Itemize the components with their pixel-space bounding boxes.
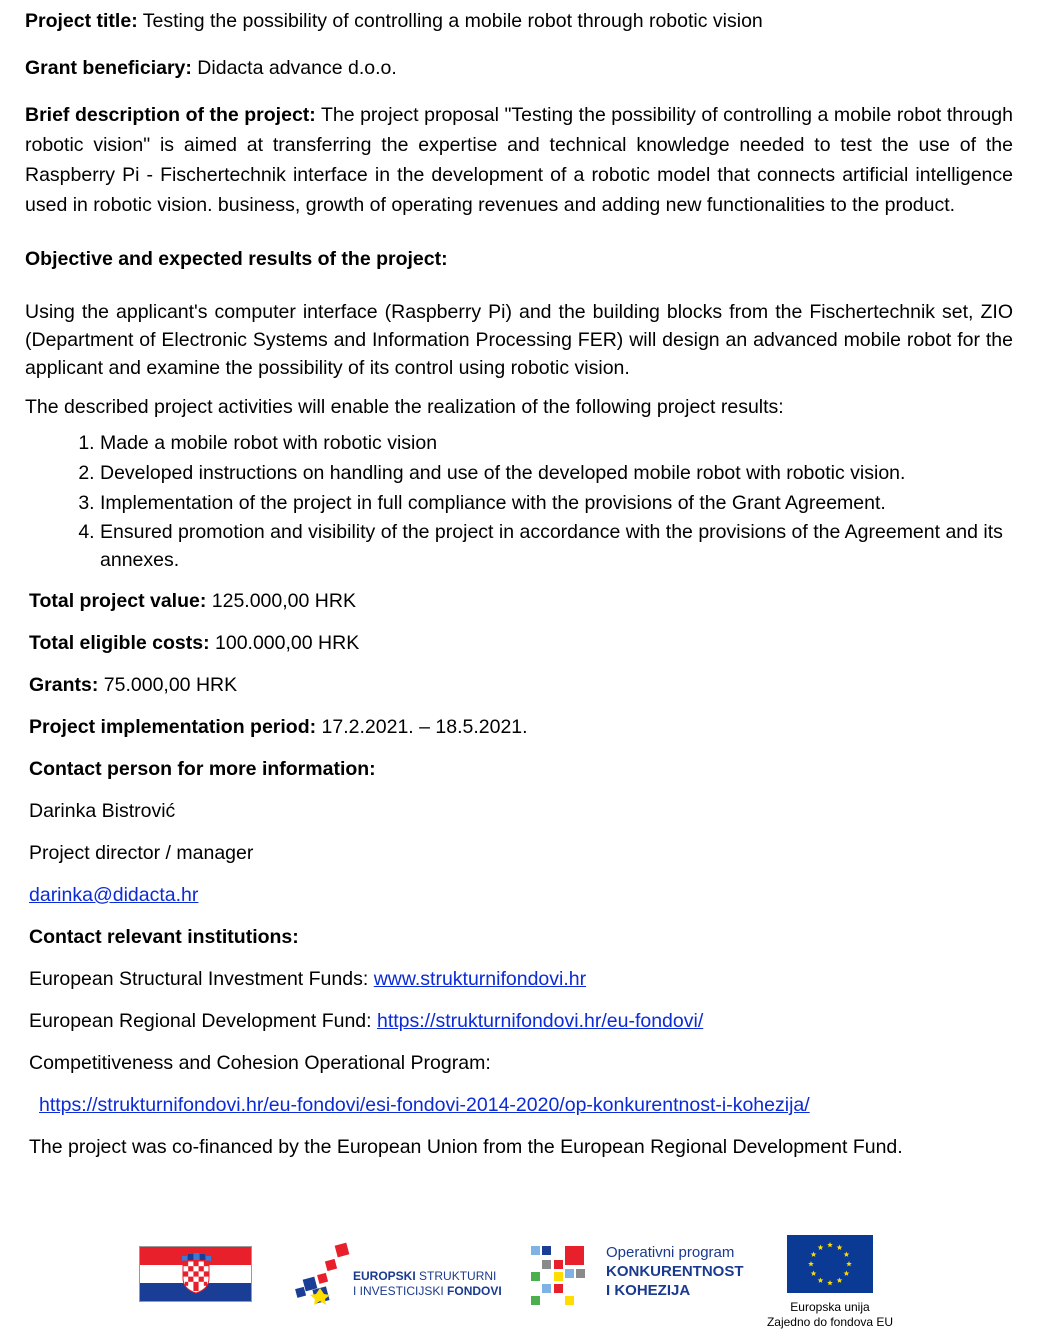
implementation-period-value: 17.2.2021. – 18.5.2021. <box>316 716 528 738</box>
contact-name: Darinka Bistrović <box>29 800 176 822</box>
results-list <box>25 428 1013 574</box>
contact-email-link[interactable]: darinka@didacta.hr <box>29 884 199 906</box>
project-title-label: Project title: <box>25 10 138 32</box>
results-list-item: 1. Made a mobile robot with robotic vision <box>100 428 1013 458</box>
results-intro: The described project activities will enable the realization of the following project results: <box>25 396 784 418</box>
eu-logo <box>757 1234 903 1338</box>
project-title-value: Testing the possibility of controlling a mobile robot through robotic vision <box>137 10 763 32</box>
eu-flag-icon <box>757 1234 903 1296</box>
esif-logo <box>292 1238 507 1310</box>
cofinance-note: The project was co-financed by the European Union from the European Regional Development Fund. <box>29 1136 903 1158</box>
grants-label: Grants: <box>29 674 99 696</box>
esif-label: European Structural Investment Funds: <box>29 968 374 990</box>
project-description-label: Brief description of the project: <box>25 104 316 126</box>
grants-value: 75.000,00 HRK <box>98 674 238 696</box>
objective-heading: Objective and expected results of the project: <box>25 248 448 270</box>
contact-role: Project director / manager <box>29 842 254 864</box>
op-link[interactable]: https://strukturnifondovi.hr/eu-fondovi/esi-fondovi-2014-2020/op-konkurentnost-i-kohezija/ <box>39 1094 810 1116</box>
implementation-period-line <box>29 712 1013 742</box>
grant-beneficiary-value: Didacta advance d.o.o. <box>191 57 397 79</box>
contact-heading: Contact person for more information: <box>29 758 376 780</box>
esif-logo-text: EUROPSKI STRUKTURNI I INVESTICIJSKI FONDOVI <box>353 1269 502 1298</box>
esif-link[interactable]: www.strukturnifondovi.hr <box>373 968 587 990</box>
erdf-link[interactable]: https://strukturnifondovi.hr/eu-fondovi/ <box>376 1010 704 1032</box>
total-value-label: Total project value: <box>29 590 207 612</box>
op-kik-squares-icon <box>530 1242 600 1318</box>
erdf-label: European Regional Development Fund: <box>29 1010 377 1032</box>
grant-beneficiary-line <box>25 53 1013 83</box>
erdf-line <box>29 1006 1013 1036</box>
objective-paragraph: Using the applicant's computer interface (Raspberry Pi) and the building blocks from the Fischertechnik set, ZIO (Department of Electronic Systems and Information Processing FER) will design an advanced mobile robot for the applicant and examine the possibility of its control using robotic vision. <box>25 301 1013 379</box>
op-kik-logo <box>530 1242 752 1318</box>
project-title-line <box>25 6 1013 36</box>
results-list-item: 3. Implementation of the project in full compliance with the provisions of the Grant Agreement. <box>100 488 1013 518</box>
total-value-line <box>29 586 1013 616</box>
implementation-period-label: Project implementation period: <box>29 716 317 738</box>
op-label: Competitiveness and Cohesion Operational Program: <box>29 1052 491 1074</box>
eu-caption: Europska unija Zajedno do fondova EU <box>766 1300 894 1329</box>
esif-squares-icon <box>292 1238 352 1310</box>
croatian-flag-logo <box>139 1246 252 1302</box>
total-value: 125.000,00 HRK <box>206 590 356 612</box>
document <box>25 6 1013 1162</box>
grant-beneficiary-label: Grant beneficiary: <box>25 57 192 79</box>
results-list-item: 2. Developed instructions on handling and use of the developed mobile robot with robotic vision. <box>100 458 1013 488</box>
esif-line <box>29 964 1013 994</box>
eligible-costs-line <box>29 628 1013 658</box>
logo-strip <box>0 1228 1047 1338</box>
project-description-value: The project proposal "Testing the possibility of controlling a mobile robot through robotic vision" is aimed at transferring the expertise and technical knowledge needed to test the use of the Raspberry Pi - Fischertechnik interface in the development of a robotic model that connects artificial intelligence used in robotic vision. business, growth of operating revenues and adding new functionalities to the product. <box>25 104 1013 216</box>
results-list-item: 4. Ensured promotion and visibility of the project in accordance with the provisions of the Agreement and its annexes. <box>100 518 1013 574</box>
project-description <box>25 100 1013 220</box>
grants-line <box>29 670 1013 700</box>
op-kik-logo-text: Operativni program KONKURENTNOST I KOHEZIJA <box>606 1244 744 1299</box>
eligible-costs-value: 100.000,00 HRK <box>209 632 360 654</box>
eligible-costs-label: Total eligible costs: <box>29 632 210 654</box>
institutions-heading: Contact relevant institutions: <box>29 926 299 948</box>
